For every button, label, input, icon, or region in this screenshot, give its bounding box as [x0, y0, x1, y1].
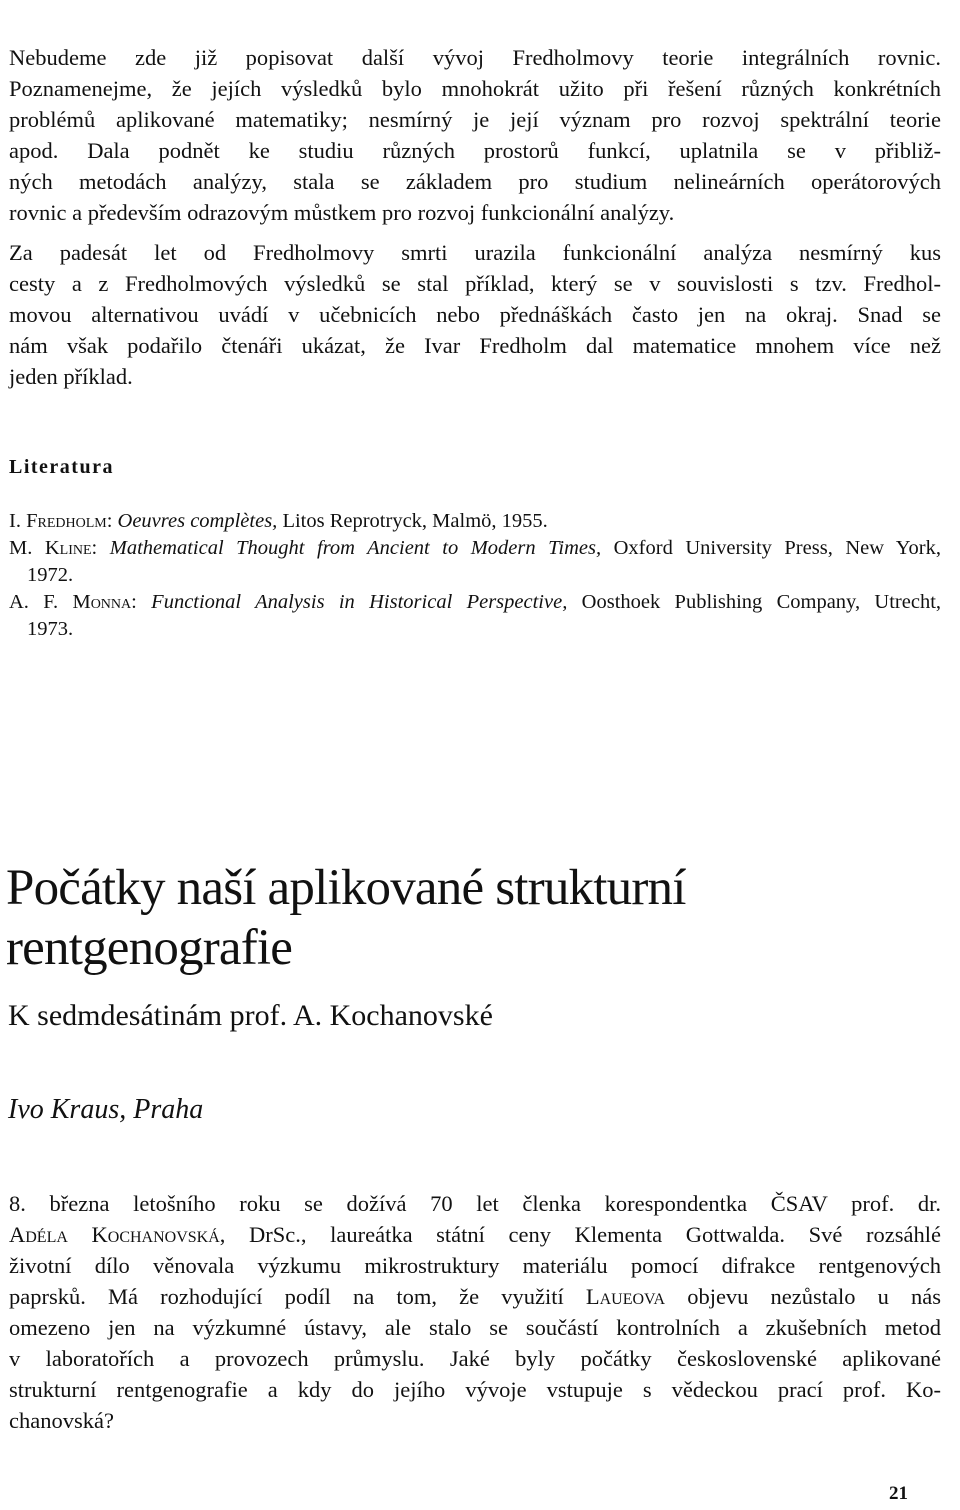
reference-line	[9, 589, 941, 616]
reference-publisher: Litos Reprotryck, Malmö, 1955.	[282, 510, 548, 532]
text-line: cesty a z Fredholmových výsledků se stal příklad, který se v souvislosti s tzv. Fredhol-	[9, 271, 941, 296]
article-author: Ivo Kraus, Praha	[8, 1094, 204, 1125]
reference-initials: M.	[9, 537, 33, 559]
paragraph-kochanovska-intro	[9, 1188, 941, 1436]
text-line: omezeno jen na výzkumné ústavy, ale stalo se součástí kontrolních a zkušebních metod	[9, 1315, 941, 1340]
reference-line	[9, 535, 941, 562]
text-line: Za padesát let od Fredholmovy smrti urazila funkcionální analýza nesmírný kus	[9, 240, 941, 265]
paragraph-functional-analysis	[9, 237, 941, 392]
text-line	[9, 1281, 941, 1312]
person-name: Adéla Kochanovská	[9, 1222, 220, 1247]
text-line: Nebudeme zde již popisovat další vývoj Fredholmovy teorie integrálních rovnic.	[9, 45, 941, 70]
reference-title: Oeuvres complètes,	[117, 510, 278, 532]
text-line: rovnic a především odrazovým můstkem pro rozvoj funkcionální analýzy.	[9, 200, 675, 225]
reference-line	[9, 508, 941, 535]
reference-title: Functional Analysis in Historical Perspective,	[151, 591, 568, 613]
text-line: ných metodách analýzy, stala se základem pro studium nelineárních operátorových	[9, 169, 941, 194]
page-number: 21	[889, 1483, 908, 1504]
reference-initials: I.	[9, 510, 21, 532]
text-line: životní dílo věnovala výzkumu mikrostruktury materiálu pomocí difrakce rentgenových	[9, 1253, 941, 1278]
reference-year: 1973.	[27, 618, 74, 640]
text-line: chanovská?	[9, 1408, 114, 1433]
text-line: Poznamenejme, že jejích výsledků bylo mnohokrát užito při řešení různých konkrétních	[9, 76, 941, 101]
text-line	[9, 1219, 941, 1250]
reference-author: Fredholm:	[26, 510, 113, 532]
text-fragment: paprsků. Má rozhodující podíl na tom, že využití	[9, 1284, 586, 1309]
references-heading: Literatura	[9, 456, 114, 478]
reference-title: Mathematical Thought from Ancient to Modern Times,	[109, 537, 602, 559]
article-title-line: Počátky naší aplikované strukturní	[6, 860, 686, 916]
person-name: Laueova	[585, 1284, 666, 1309]
text-line: 8. března letošního roku se dožívá 70 let členka korespondentka ČSAV prof. dr.	[9, 1191, 941, 1216]
reference-item	[9, 535, 941, 589]
reference-author: Monna:	[72, 591, 137, 613]
reference-publisher: Oxford University Press, New York,	[613, 537, 941, 559]
text-line: nám však podařilo čtenáři ukázat, že Ivar Fredholm dal matematice mnohem více než	[9, 333, 941, 358]
reference-publisher: Oosthoek Publishing Company, Utrecht,	[581, 591, 942, 613]
article-title-line: rentgenografie	[6, 920, 293, 976]
text-line: movou alternativou uvádí v učebnicích nebo přednáškách často jen na okraj. Snad se	[9, 302, 941, 327]
reference-item	[9, 589, 941, 643]
text-fragment: , DrSc., laureátka státní ceny Klementa Gottwalda. Své rozsáhlé	[219, 1222, 941, 1247]
article-title	[6, 858, 686, 978]
text-fragment: objevu nezůstalo u nás	[665, 1284, 941, 1309]
reference-year: 1972.	[27, 564, 74, 586]
text-line: v laboratořích a provozech průmyslu. Jaké byly počátky československé aplikované	[9, 1346, 941, 1371]
text-line: apod. Dala podnět ke studiu různých prostorů funkcí, uplatnila se v přibliž-	[9, 138, 941, 163]
reference-initials: A. F.	[9, 591, 59, 613]
reference-item	[9, 508, 941, 535]
references-list	[9, 508, 941, 643]
paragraph-fredholm-theory	[9, 42, 941, 228]
reference-author: Kline:	[44, 537, 98, 559]
text-line: jeden příklad.	[9, 364, 133, 389]
text-line: problémů aplikované matematiky; nesmírný je její význam pro rozvoj spektrální teorie	[9, 107, 941, 132]
article-subtitle: K sedmdesátinám prof. A. Kochanovské	[8, 999, 493, 1032]
text-line: strukturní rentgenografie a kdy do jejího vývoje vstupuje s vědeckou prací prof. Ko-	[9, 1377, 941, 1402]
